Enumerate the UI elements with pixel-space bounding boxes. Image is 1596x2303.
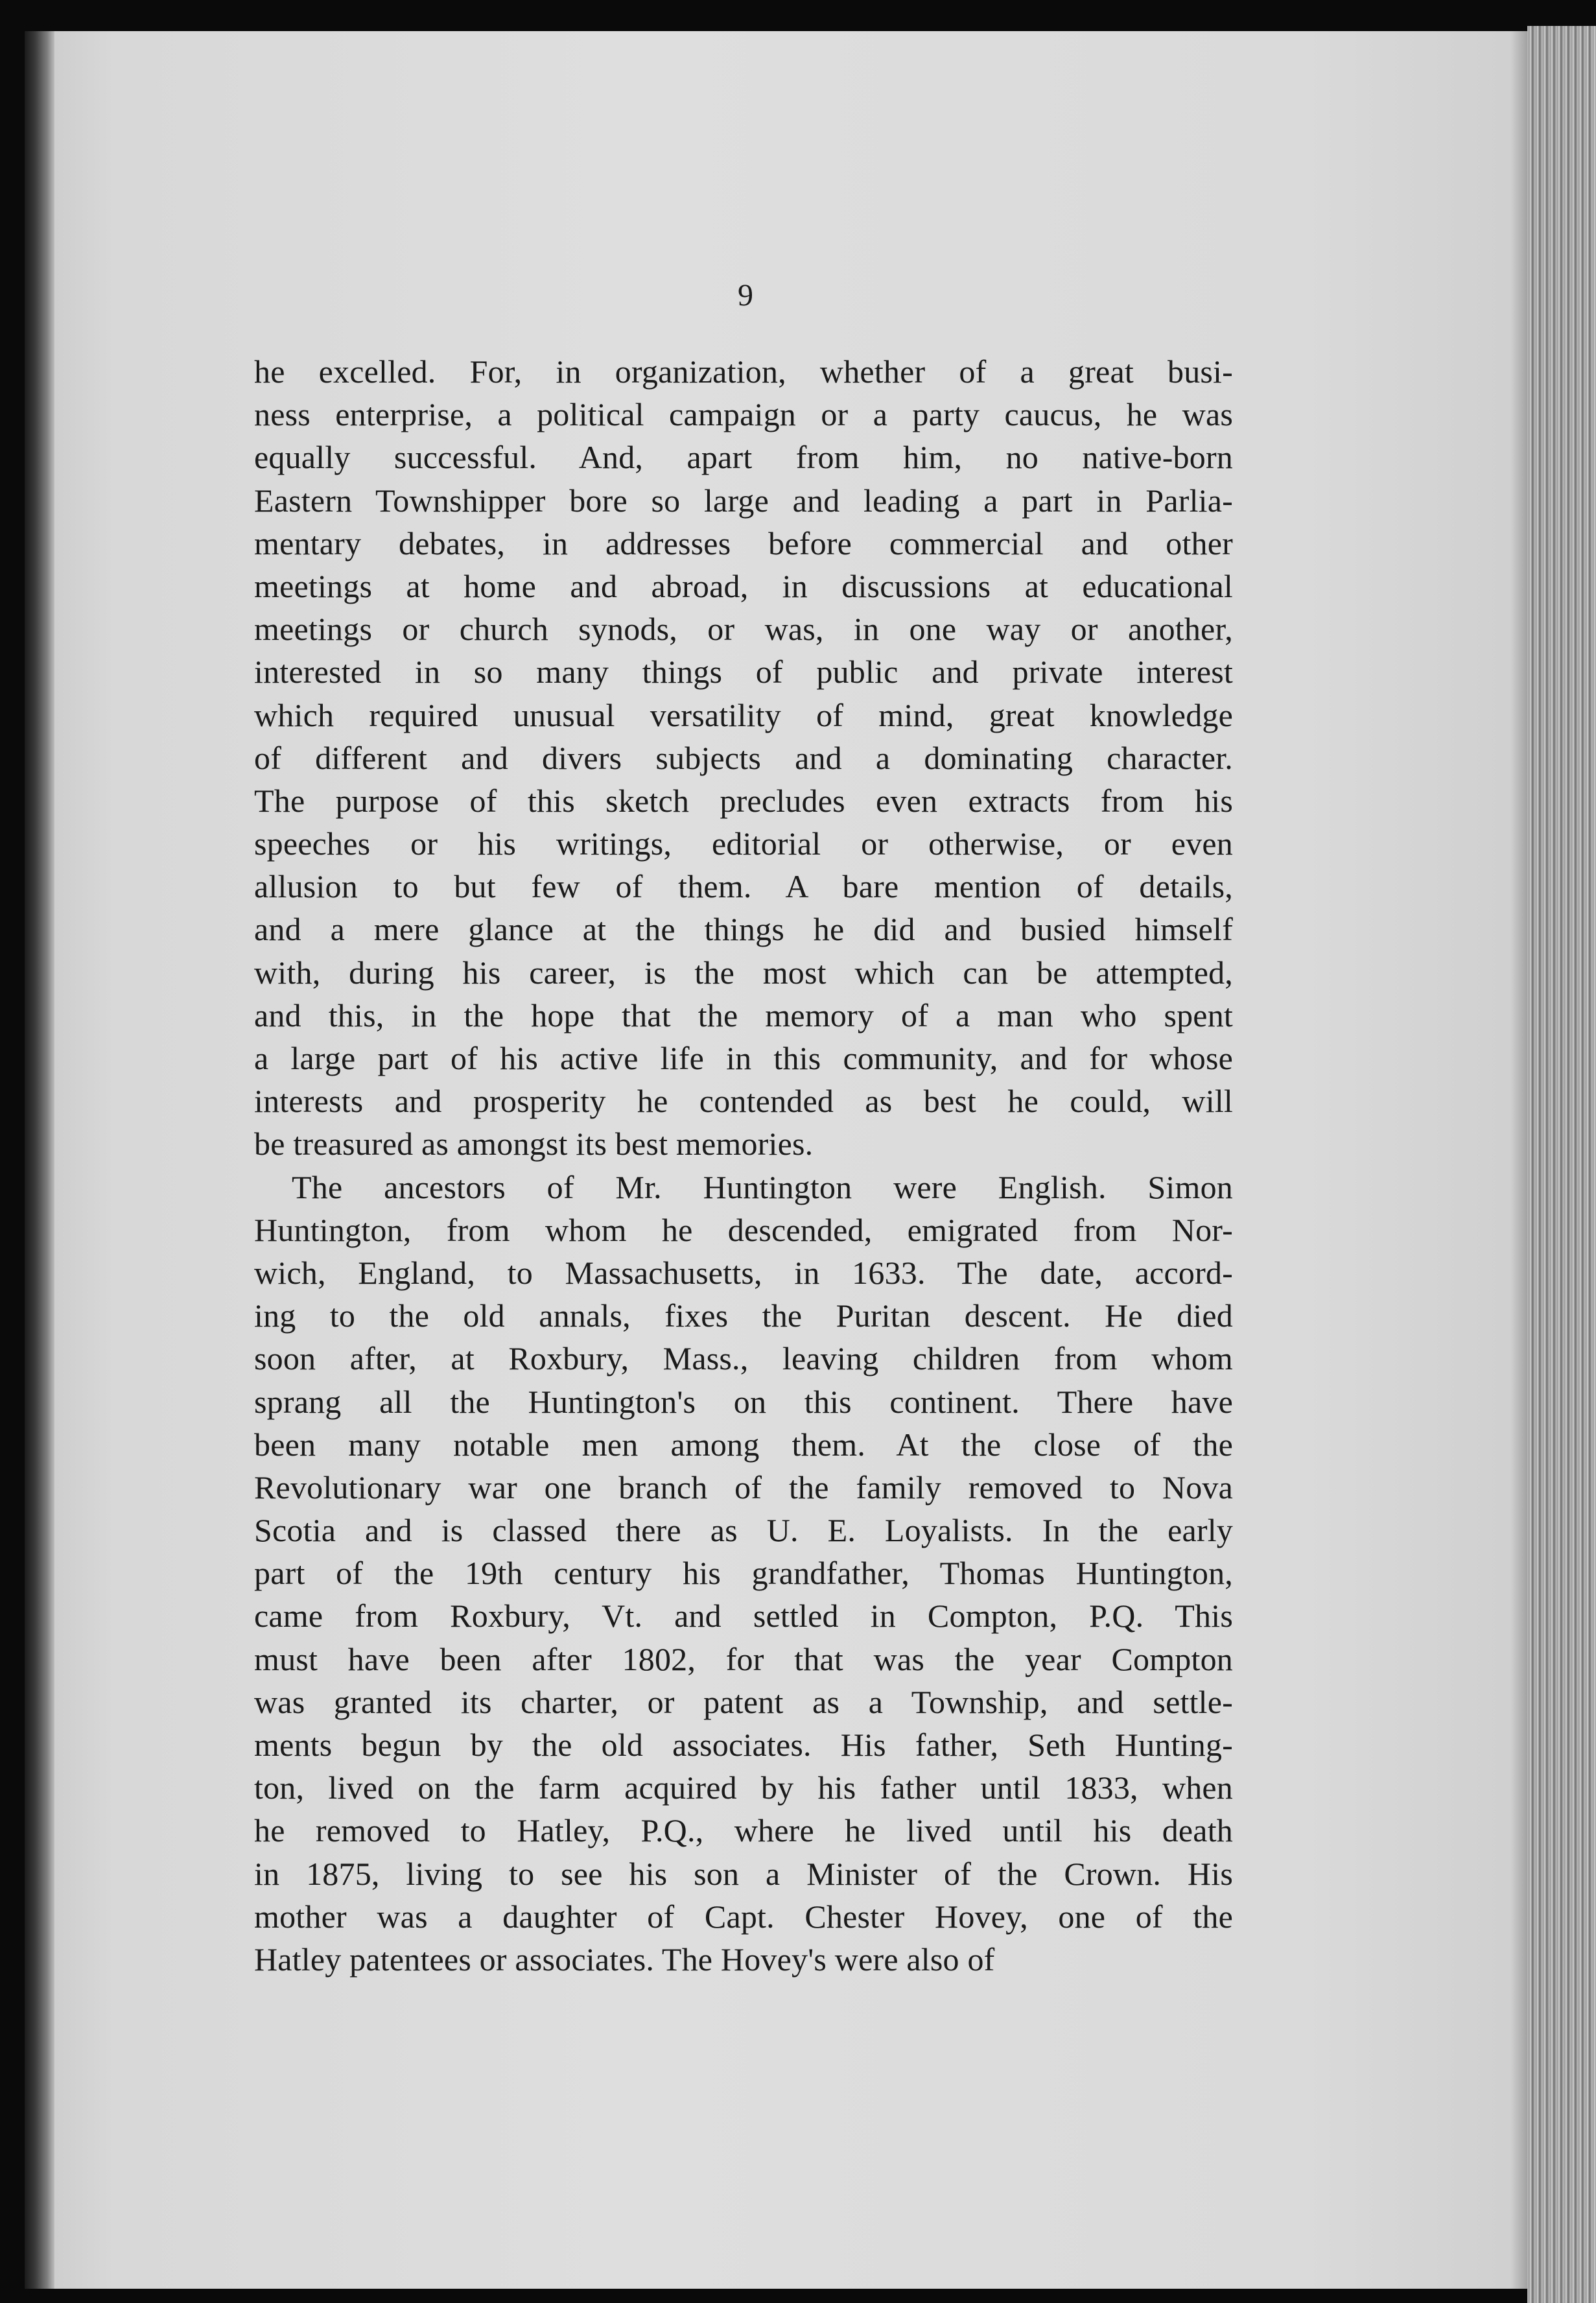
body-text	[254, 350, 1233, 1981]
text-line: be treasured as amongst its best memories.	[254, 1126, 814, 1163]
text-line: The purpose of this sketch precludes even extracts from his	[254, 782, 1233, 819]
text-line: speeches or his writings, editorial or otherwise, or even	[254, 825, 1233, 862]
text-line: equally successful. And, apart from him, no native-born	[254, 439, 1233, 476]
text-line: of different and divers subjects and a dominating character.	[254, 739, 1233, 776]
text-line: soon after, at Roxbury, Mass., leaving children from whom	[254, 1340, 1233, 1377]
text-line: he excelled. For, in organization, whether of a great busi-	[254, 353, 1233, 390]
text-line: a large part of his active life in this community, and for whose	[254, 1040, 1233, 1076]
text-line: meetings at home and abroad, in discussions at educational	[254, 567, 1233, 604]
text-line: in 1875, living to see his son a Minister of the Crown. His	[254, 1855, 1233, 1892]
page-number: 9	[738, 278, 753, 313]
text-line: with, during his career, is the most which can be attempted,	[254, 954, 1233, 991]
text-line: Scotia and is classed there as U. E. Loyalists. In the early	[254, 1512, 1233, 1549]
page-stack-edge	[1527, 26, 1596, 2303]
text-line: Huntington, from whom he descended, emigrated from Nor-	[254, 1211, 1233, 1248]
text-line: and this, in the hope that the memory of a man who spent	[254, 997, 1233, 1033]
text-line: mentary debates, in addresses before commercial and other	[254, 525, 1233, 561]
text-line: wich, England, to Massachusetts, in 1633. The date, accord-	[254, 1254, 1233, 1291]
text-line: must have been after 1802, for that was the year Compton	[254, 1640, 1233, 1677]
text-line: Revolutionary war one branch of the family removed to Nova	[254, 1469, 1233, 1506]
text-line: interests and prosperity he contended as best he could, will	[254, 1083, 1233, 1120]
text-line: ness enterprise, a political campaign or a party caucus, he was	[254, 396, 1233, 433]
text-line: mother was a daughter of Capt. Chester Hovey, one of the	[254, 1898, 1233, 1935]
text-line: and a mere glance at the things he did and busied himself	[254, 911, 1233, 948]
text-line: he removed to Hatley, P.Q., where he lived until his death	[254, 1812, 1233, 1849]
text-line: Hatley patentees or associates. The Hovey's were also of	[254, 1941, 995, 1978]
text-line: interested in so many things of public and private interest	[254, 654, 1233, 691]
book-binding-edge	[25, 31, 54, 2289]
text-line: came from Roxbury, Vt. and settled in Compton, P.Q. This	[254, 1598, 1233, 1635]
text-line: sprang all the Huntington's on this continent. There have	[254, 1383, 1233, 1420]
text-line: part of the 19th century his grandfather, Thomas Huntington,	[254, 1555, 1233, 1592]
text-line: ing to the old annals, fixes the Puritan descent. He died	[254, 1297, 1233, 1334]
text-line: allusion to but few of them. A bare mention of details,	[254, 868, 1233, 905]
text-line: ments begun by the old associates. His father, Seth Hunting-	[254, 1727, 1233, 1763]
text-line: The ancestors of Mr. Huntington were English. Simon	[292, 1168, 1233, 1205]
text-line: Eastern Townshipper bore so large and leading a part in Parlia-	[254, 482, 1233, 519]
text-line: meetings or church synods, or was, in one way or another,	[254, 611, 1233, 648]
text-line: was granted its charter, or patent as a Township, and settle-	[254, 1683, 1233, 1720]
text-line: which required unusual versatility of mind, great knowledge	[254, 696, 1233, 733]
text-line: ton, lived on the farm acquired by his father until 1833, when	[254, 1769, 1233, 1806]
text-line: been many notable men among them. At the close of the	[254, 1426, 1233, 1463]
